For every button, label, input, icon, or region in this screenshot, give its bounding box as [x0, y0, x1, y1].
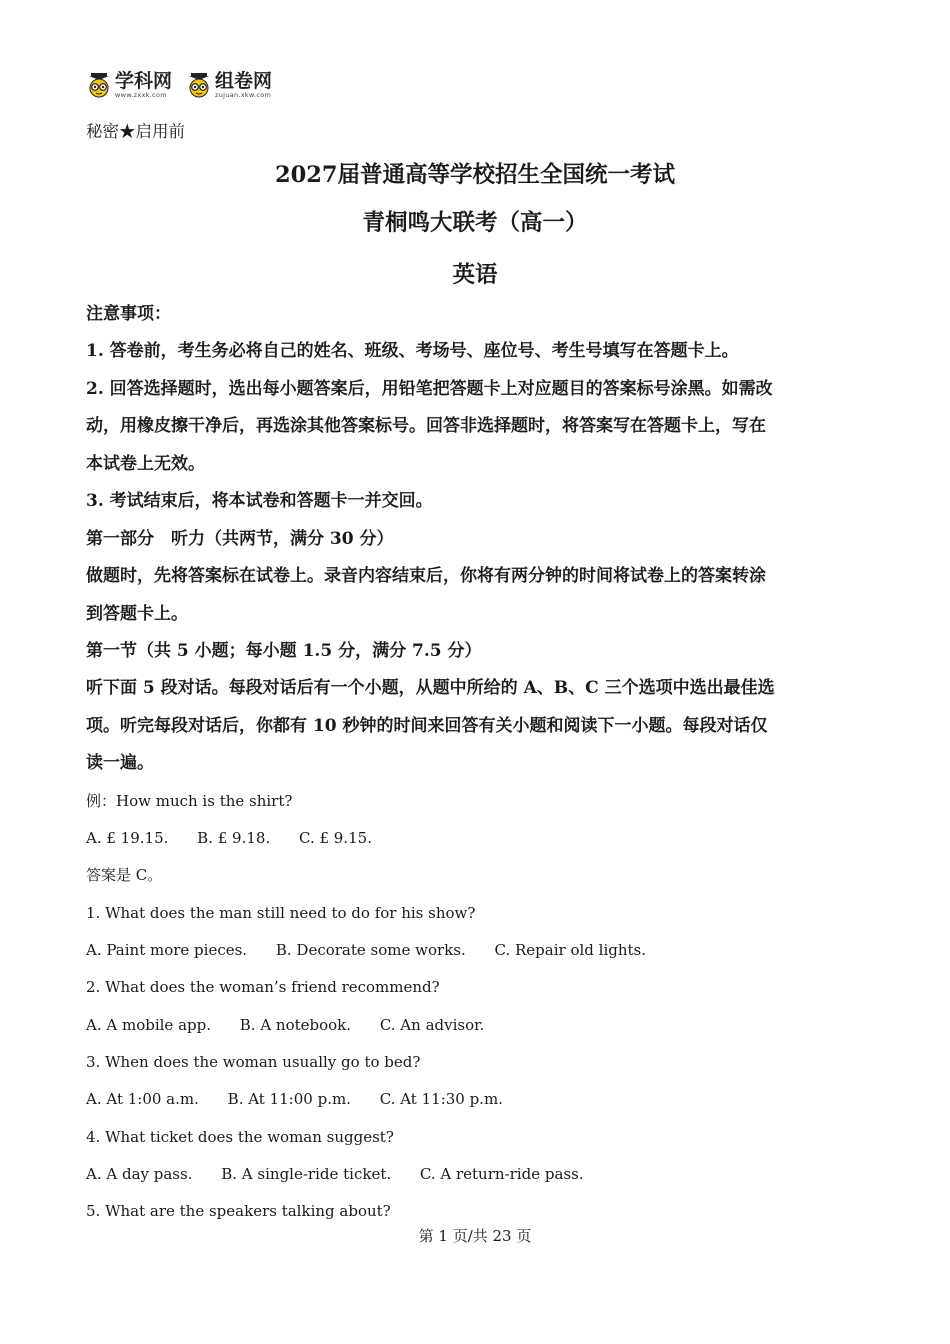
- option-b: B. A single-ride ticket.: [221, 1165, 392, 1183]
- option-a: A. A day pass.: [86, 1165, 193, 1183]
- example-answer: 答案是 C。: [86, 866, 163, 884]
- part1-heading: 第一部分 听力（共两节，满分 30 分）: [86, 529, 394, 549]
- logo-zujuanwang[interactable]: [186, 72, 272, 99]
- question-2-options: [86, 1015, 866, 1035]
- page-footer: 第 1 页/共 23 页: [418, 1227, 532, 1245]
- option-a: A. At 1:00 a.m.: [86, 1090, 199, 1108]
- subject-title: 英语: [452, 262, 498, 288]
- mascot-icon: [186, 72, 212, 98]
- question-5: 5. What are the speakers talking about?: [86, 1202, 391, 1220]
- question-3-options: [86, 1089, 866, 1109]
- exam-subtitle: 青桐鸣大联考（高一）: [362, 210, 588, 236]
- option-c: C. A return-ride pass.: [419, 1165, 584, 1183]
- question-1-options: [86, 940, 866, 960]
- notice-item-2-line: 动，用橡皮擦干净后，再选涂其他答案标号。回答非选择题时，将答案写在答题卡上，写在: [86, 416, 766, 436]
- option-c: C. Repair old lights.: [494, 941, 646, 959]
- notice-item-1: 1. 答卷前，考生务必将自己的姓名、班级、考场号、座位号、考生号填写在答题卡上。: [86, 341, 739, 361]
- option-a: A. A mobile app.: [86, 1016, 211, 1034]
- example-question: 例：How much is the shirt?: [86, 792, 293, 810]
- section1-instruction-line: 读一遍。: [86, 753, 154, 773]
- part1-instruction-line: 做题时，先将答案标在试卷上。录音内容结束后，你将有两分钟的时间将试卷上的答案转涂: [86, 566, 766, 586]
- notice-item-2-line: 本试卷上无效。: [86, 454, 205, 474]
- mascot-icon: [86, 72, 112, 98]
- logo-name: 学科网: [115, 70, 173, 92]
- notice-heading: 注意事项：: [86, 304, 171, 324]
- option-c: C. At 11:30 p.m.: [379, 1090, 503, 1108]
- section1-instruction-line: 听下面 5 段对话。每段对话后有一个小题，从题中所给的 A、B、C 三个选项中选出最佳选: [86, 678, 775, 698]
- question-2: 2. What does the woman’s friend recommend?: [86, 978, 440, 996]
- logo-xuekewang[interactable]: [86, 72, 172, 99]
- question-4: 4. What ticket does the woman suggest?: [86, 1128, 394, 1146]
- example-options: [86, 828, 866, 848]
- exam-title: 2027届普通高等学校招生全国统一考试: [274, 162, 676, 188]
- option-b: B. At 11:00 p.m.: [227, 1090, 351, 1108]
- option-b: B. A notebook.: [239, 1016, 352, 1034]
- option-c: C. An advisor.: [379, 1016, 485, 1034]
- logo-name: 组卷网: [215, 70, 273, 92]
- option-b: B. Decorate some works.: [275, 941, 466, 959]
- section1-instruction-line: 项。听完每段对话后，你都有 10 秒钟的时间来回答有关小题和阅读下一小题。每段对话仅: [86, 716, 768, 736]
- option-b: B. £ 9.18.: [197, 829, 271, 847]
- question-1: 1. What does the man still need to do for his show?: [86, 904, 476, 922]
- option-a: A. Paint more pieces.: [86, 941, 248, 959]
- option-a: A. £ 19.15.: [86, 829, 169, 847]
- confidential-label: 秘密★启用前: [86, 122, 185, 141]
- notice-item-2-line: 2. 回答选择题时，选出每小题答案后，用铅笔把答题卡上对应题目的答案标号涂黑。如需改: [86, 379, 773, 399]
- section1-heading: 第一节（共 5 小题；每小题 1.5 分，满分 7.5 分）: [86, 641, 482, 661]
- header-logos: [86, 72, 272, 99]
- question-4-options: [86, 1164, 866, 1184]
- notice-item-3: 3. 考试结束后，将本试卷和答题卡一并交回。: [86, 491, 433, 511]
- logo-url: zujuan.xkw.com: [215, 91, 272, 99]
- question-3: 3. When does the woman usually go to bed?: [86, 1053, 421, 1071]
- logo-url: www.zxxk.com: [115, 91, 167, 99]
- option-c: C. £ 9.15.: [299, 829, 372, 847]
- part1-instruction-line: 到答题卡上。: [86, 604, 188, 624]
